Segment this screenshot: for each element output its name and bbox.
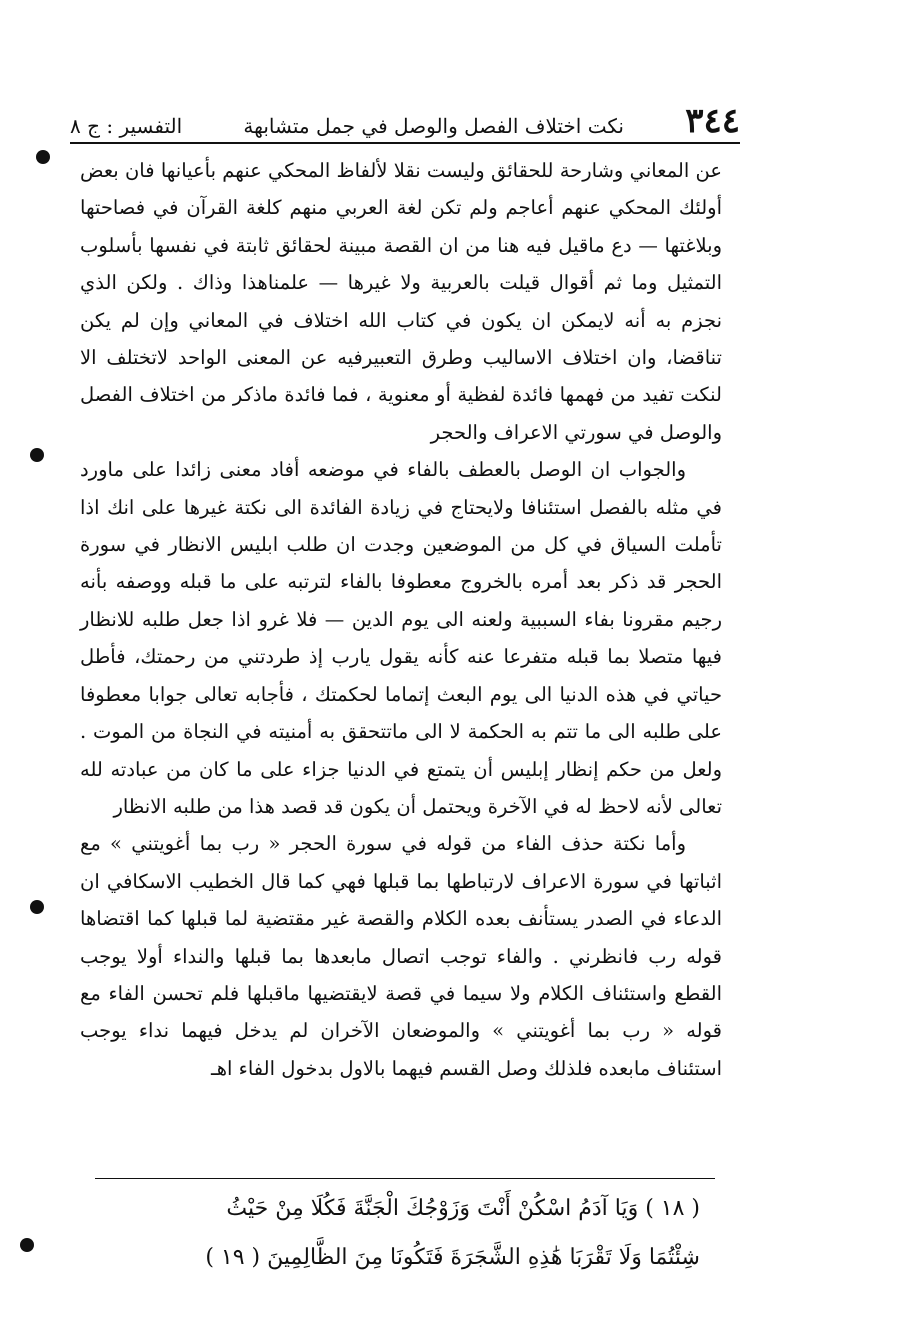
paragraph: وأما نكتة حذف الفاء من قوله في سورة الحجر « رب بما أغويتني » مع اثباتها في سورة الاعراف لارتباطها بما قبلها فهي كما قال الخطيب الاسكافي ان الدعاء في الصدر يستأنف بعده الكلام والقصة غير مقتضية لما قبلها كما اقتضاها قوله رب فانظرني . والفاء توجب اتصال مابعدها بما قبلها والنداء أولا يوجب القطع واستئناف الكلام ولا سيما في قصة لايقتضيها ماقبلها فلم تحسن الفاء مع قوله « رب بما أغويتني » والموضعان الآخران لم يدخل فيهما نداء يوجب استئناف مابعده فلذلك وصل القسم فيهما بالاول بدخول الفاء اهـ — [80, 832, 722, 1080]
margin-dot-mark — [30, 900, 44, 914]
quran-verse-line: ( ١٨ ) وَيَا آدَمُ اسْكُنْ أَنْتَ وَزَوْجُكَ الْجَنَّةَ فَكُلَا مِنْ حَيْثُ — [226, 1196, 700, 1221]
paragraph: والجواب ان الوصل بالعطف بالفاء في موضعه أفاد معنى زائدا على ماورد في مثله بالفصل استئنافا ولايحتاج في زيادة الفائدة الى نكتة غيرها على انك اذا تأملت السياق في كل من الموضعين وجدت ان طلب ابليس الانظار في سورة الحجر قد ذكر بعد أمره بالخروج معطوفا بالفاء لترتبه على ما قبله ووصفه بأنه رجيم مقرونا بفاء السببية ولعنه الى يوم الدين — فلا غرو اذا جعل طلبه للانظار فيها متصلا بما قبله متفرعا عنه كأنه يقول يارب إذ طردتني من رحمتك، فأطل حياتي في هذه الدنيا الى يوم البعث إتماما لحكمتك ، فأجابه تعالى جوابا معطوفا على طلبه الى ما تتم به الحكمة لا الى ماتتحقق به أمنيته في النجاة من الموت . ولعل من حكم إنظار إبليس أن يتمتع في الدنيا جزاء على ما كان من عبادته لله تعالى لأنه لاحظ له في الآخرة ويحتمل أن يكون قد قصد هذا من طلبه الانظار — [80, 458, 722, 818]
page-header — [70, 92, 740, 144]
page-number: ٣٤٤ — [685, 101, 740, 141]
section-label: التفسير : ج ٨ — [70, 114, 183, 138]
verse-separator-rule — [95, 1178, 715, 1179]
body-text — [80, 152, 722, 1087]
margin-dot-mark — [30, 448, 44, 462]
margin-dot-mark — [36, 150, 50, 164]
quran-verse-line: شِئْتُمَا وَلَا تَقْرَبَا هَٰذِهِ الشَّجَرَةَ فَتَكُونَا مِنَ الظَّالِمِينَ ( ١٩ ) — [205, 1245, 700, 1270]
paragraph: عن المعاني وشارحة للحقائق وليست نقلا لألفاظ المحكي عنهم بأعيانها فان بعض أولئك المحكي عنهم أعاجم ولم تكن لغة العربي منهم كلغة القرآن في فصاحتها وبلاغتها — دع ماقيل فيه هنا من ان القصة مبينة لحقائق ثابتة في نفسها بأسلوب التمثيل وما ثم أقوال قيلت بالعربية ولا غيرها — علمناهذا وذاك . ولكن الذي نجزم به أنه لايمكن ان يكون في كتاب الله اختلاف في المعاني وإن لم يكن تناقضا، وان اختلاف الاساليب وطرق التعبيرفيه عن المعنى الواحد لاتختلف الا لنكت تفيد من فهمها فائدة لفظية أو معنوية ، فما فائدة ماذكر من اختلاف الفصل والوصل في سورتي الاعراف والحجر — [80, 159, 722, 444]
running-title: نكت اختلاف الفصل والوصل في جمل متشابهة — [243, 114, 624, 138]
margin-dot-mark — [20, 1238, 34, 1252]
